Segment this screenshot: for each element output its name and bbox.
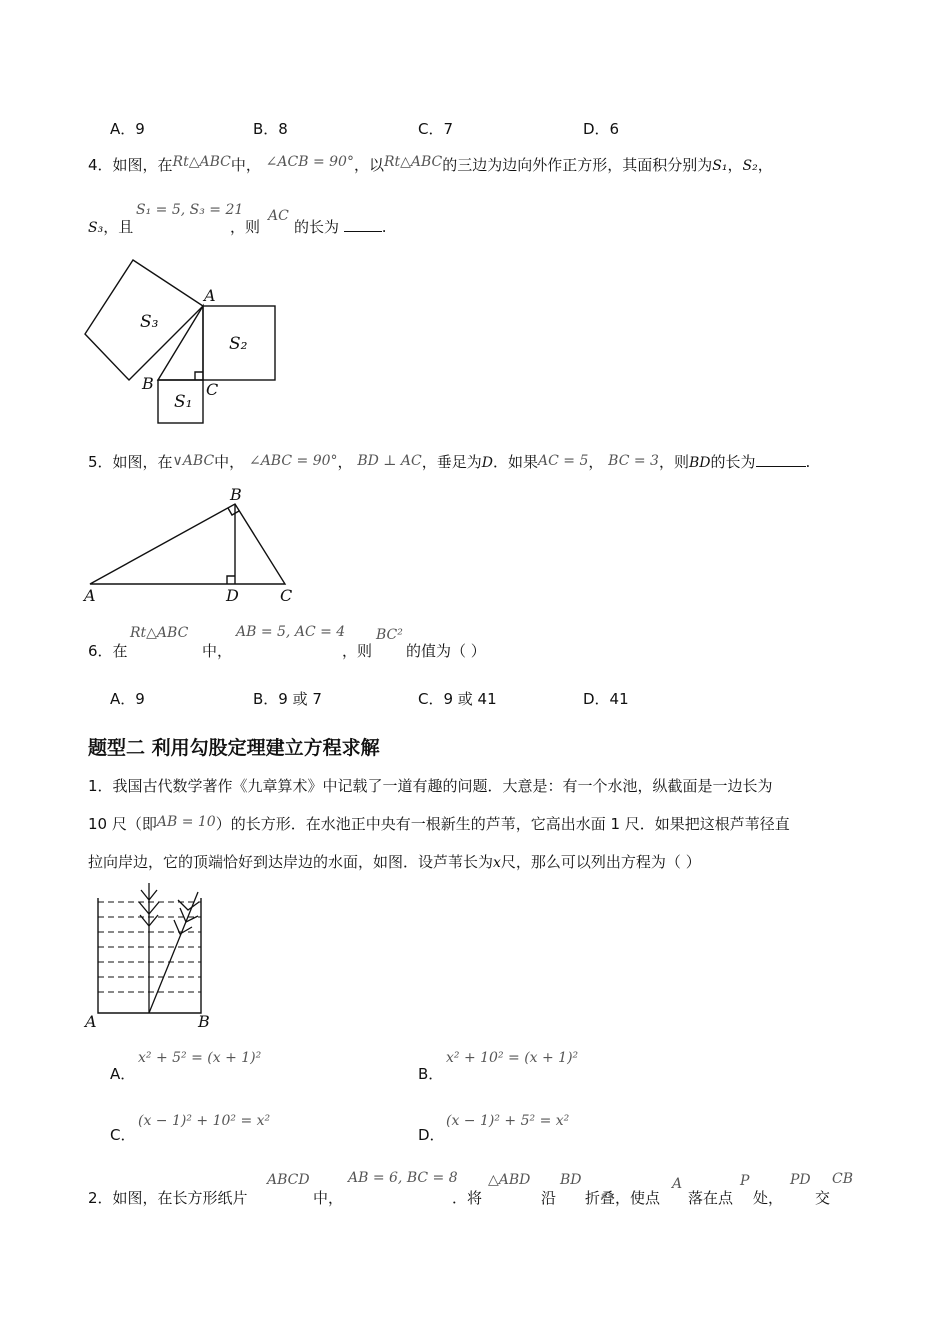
right-angle-d — [227, 576, 235, 584]
right-angle-mark — [195, 372, 203, 380]
label-d: D — [226, 586, 239, 605]
p2-a: A — [672, 1176, 683, 1192]
q6-num: 6．在 — [88, 642, 128, 660]
p1-option-c-label: C． — [110, 1126, 136, 1144]
p2-condition: AB = 6, BC = 8 — [348, 1170, 458, 1186]
q4-tail: 的长为 . — [294, 218, 387, 236]
p2-jiao: 交 — [815, 1189, 831, 1207]
q6-condition: AB = 5, AC = 4 — [236, 624, 346, 640]
label-b: B — [142, 374, 154, 393]
p2-luo: 落在点 — [688, 1189, 734, 1207]
p1-option-c-formula: (x − 1)² + 10² = x² — [138, 1113, 271, 1129]
q5-line: 5．如图，在∨ABC中， ∠ABC = 90°， BD ⊥ AC，垂足为D．如果AC = 5， BC = 3，则BD的长为 . — [88, 453, 811, 471]
q3-option-d: D．6 — [583, 120, 620, 138]
label-s3: S₃ — [140, 312, 159, 332]
p1-line3: 拉向岸边，它的顶端恰好到达岸边的水面，如图．设芦苇长为x尺，那么可以列出方程为（ ） — [88, 853, 701, 871]
q4-then: ，则 — [230, 218, 261, 236]
p1-option-d-label: D． — [418, 1126, 445, 1144]
p2-jiang: ．将 — [452, 1189, 483, 1207]
label-c: C — [206, 380, 219, 399]
p1-option-a-label: A． — [110, 1065, 136, 1083]
q5-figure — [80, 484, 300, 606]
p2-tri: △ABD — [488, 1172, 531, 1188]
p2-abcd: ABCD — [267, 1172, 310, 1188]
q6-option-c: C．9 或 41 — [418, 690, 497, 708]
p2-num: 2．如图，在长方形纸片 — [88, 1189, 248, 1207]
p2-zhedie: 折叠，使点 — [585, 1189, 661, 1207]
q6-option-b: B．9 或 7 — [253, 690, 322, 708]
q6-then: ，则 — [342, 642, 373, 660]
q4-ac: AC — [268, 208, 289, 224]
p2-pd: PD — [790, 1172, 811, 1188]
section-heading: 题型二 利用勾股定理建立方程求解 — [88, 737, 380, 759]
p2-chu: 处， — [753, 1189, 784, 1207]
label-a: A — [84, 586, 96, 605]
q6-zhong: 中， — [202, 642, 233, 660]
p2-cb: CB — [832, 1171, 853, 1187]
label-s2: S₂ — [229, 334, 248, 354]
p1-option-b-formula: x² + 10² = (x + 1)² — [446, 1050, 579, 1066]
q4-figure — [80, 255, 280, 430]
q4-condition: S₁ = 5, S₃ = 21 — [136, 202, 244, 218]
p1-option-b-label: B． — [418, 1065, 444, 1083]
p1-figure — [80, 880, 220, 1030]
q5-answer-blank[interactable] — [756, 452, 806, 467]
label-a: A — [85, 1012, 97, 1030]
q3-option-b: B．8 — [253, 120, 288, 138]
p2-zhong: 中， — [313, 1189, 344, 1207]
q3-option-a: A．9 — [110, 120, 145, 138]
q6-tail: 的值为（ ） — [406, 642, 486, 660]
q6-bc2: BC² — [376, 627, 403, 643]
q4-answer-blank[interactable] — [344, 217, 382, 232]
label-s1: S₁ — [174, 392, 193, 412]
triangle-abc — [90, 504, 285, 584]
label-c: C — [280, 586, 293, 605]
q4-line2: S₃，且 — [88, 218, 134, 236]
q6-rt: Rt△ABC — [130, 625, 189, 641]
triangle-abc — [158, 306, 203, 380]
p1-option-d-formula: (x − 1)² + 5² = x² — [446, 1113, 570, 1129]
p1-line1: 1．我国古代数学著作《九章算术》中记载了一道有趣的问题．大意是：有一个水池，纵截面是一边长为 — [88, 777, 773, 795]
p2-p: P — [740, 1173, 750, 1189]
q6-option-a: A．9 — [110, 690, 145, 708]
label-b: B — [230, 485, 242, 504]
label-b: B — [198, 1012, 210, 1030]
p2-yan: 沿 — [541, 1189, 557, 1207]
reed-slanted — [149, 892, 199, 1013]
p2-bd: BD — [560, 1172, 582, 1188]
q6-option-d: D．41 — [583, 690, 629, 708]
q4-line1: 4．如图，在Rt△ABC中， ∠ACB = 90°，以Rt△ABC的三边为边向外作正方形，其面积分别为S₁，S₂， — [88, 154, 773, 174]
q3-option-c: C．7 — [418, 120, 454, 138]
p1-option-a-formula: x² + 5² = (x + 1)² — [138, 1050, 262, 1066]
label-a: A — [204, 286, 216, 305]
p1-line2: 10 尺（即AB = 10）的长方形．在水池正中央有一根新生的芦苇，它高出水面 1 尺．如果把这根芦苇径直 — [88, 814, 790, 833]
